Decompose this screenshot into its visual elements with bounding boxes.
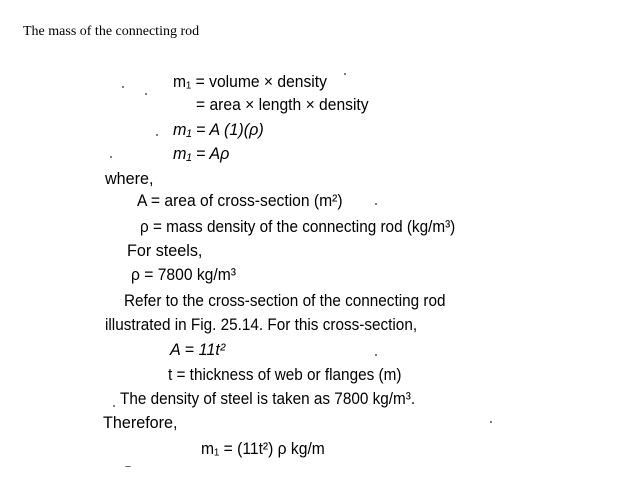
scan-speck bbox=[145, 93, 147, 95]
therefore-label: Therefore, bbox=[103, 413, 178, 432]
thickness-definition: t = thickness of web or flanges (m) bbox=[168, 365, 402, 384]
for-steels-label: For steels, bbox=[127, 241, 203, 260]
scan-speck bbox=[122, 86, 124, 88]
scan-speck bbox=[113, 405, 115, 407]
equation-line-2: = area × length × density bbox=[196, 95, 369, 114]
steel-density-value: ρ = 7800 kg/m³ bbox=[131, 265, 236, 284]
scan-speck bbox=[344, 73, 346, 75]
paragraph-line-1: Refer to the cross-section of the connecting rod bbox=[124, 291, 446, 310]
definition-density: ρ = mass density of the connecting rod (kg/m³) bbox=[140, 217, 456, 236]
scan-speck bbox=[490, 421, 492, 423]
page-heading: The mass of the connecting rod bbox=[23, 24, 200, 39]
scan-speck bbox=[156, 134, 158, 136]
area-formula: A = 11t² bbox=[170, 340, 226, 359]
equation-line-4: m₁ = Aρ bbox=[173, 144, 230, 163]
density-statement: The density of steel is taken as 7800 kg/m³. bbox=[120, 389, 416, 408]
scan-speck bbox=[110, 156, 112, 158]
equation-line-3: m₁ = A (1)(ρ) bbox=[173, 120, 264, 139]
scan-speck bbox=[375, 354, 377, 356]
scan-speck bbox=[375, 203, 377, 205]
where-label: where, bbox=[105, 169, 154, 188]
paragraph-line-2: illustrated in Fig. 25.14. For this cross-section, bbox=[105, 315, 418, 334]
scan-speck bbox=[125, 466, 131, 467]
definition-area: A = area of cross-section (m²) bbox=[137, 191, 343, 210]
final-mass-formula: m₁ = (11t²) ρ kg/m bbox=[201, 439, 325, 458]
equation-line-1: m₁ = volume × density bbox=[173, 72, 327, 91]
